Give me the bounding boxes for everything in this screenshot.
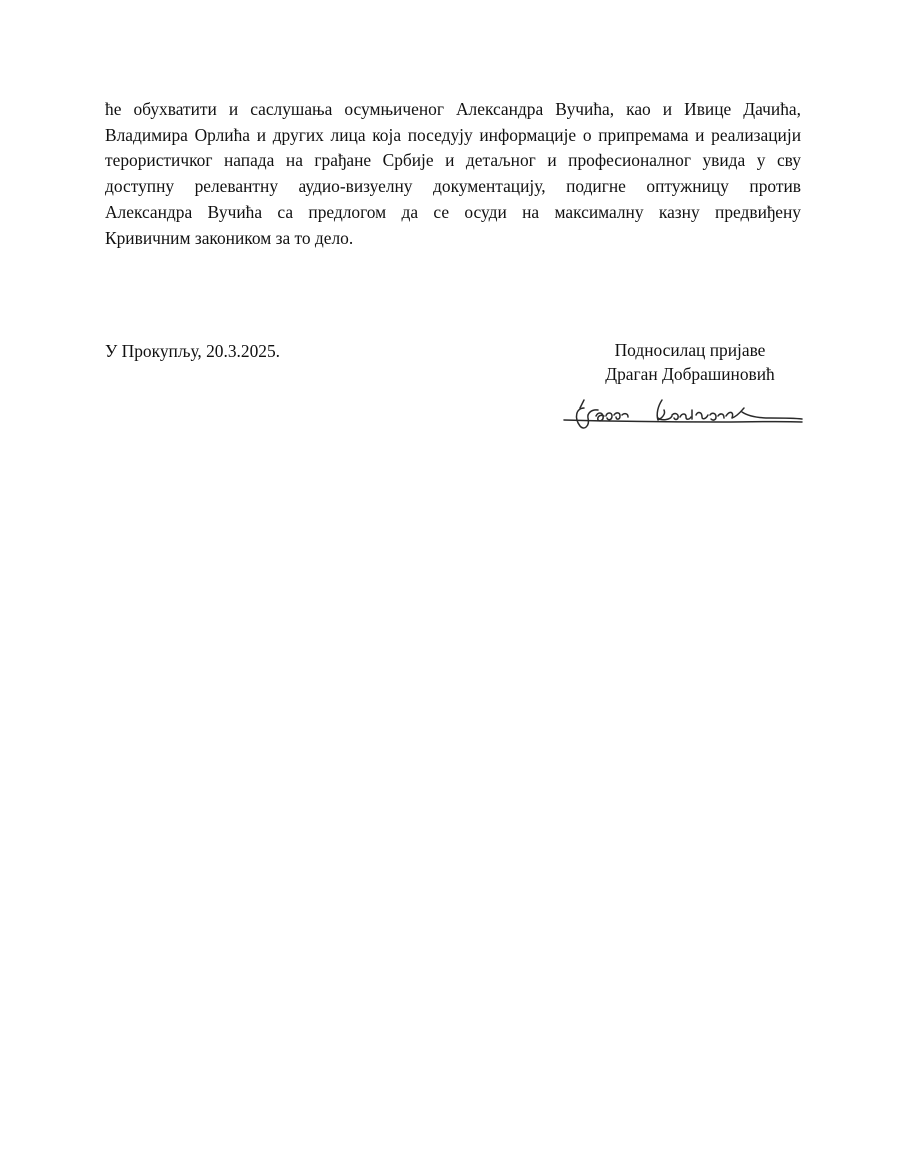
body-paragraph bbox=[105, 97, 801, 251]
body-line: доступну релевантну аудио-визуелну документацију, подигне оптужницу против bbox=[105, 176, 801, 197]
body-line: Александра Вучића са предлогом да се осуди на максималну казну предвиђену bbox=[105, 201, 801, 222]
signatory-block bbox=[580, 339, 800, 386]
place-date: У Прокупљу, 20.3.2025. bbox=[105, 341, 281, 361]
body-line: терористичког напада на грађане Србије и детаљног и професионалног увида у сву bbox=[105, 150, 801, 171]
body-line: ће обухватити и саслушања осумњиченог Александра Вучића, као и Ивице Дачића, bbox=[105, 99, 801, 119]
body-line: Владимира Орлића и других лица која поседују информације о припремама и реализацији bbox=[105, 124, 801, 145]
body-line: Кривичним закоником за то дело. bbox=[105, 227, 354, 248]
signatory-role: Подносилац пријаве bbox=[614, 340, 766, 360]
handwritten-signature bbox=[562, 396, 806, 436]
signatory-name: Драган Добрашиновић bbox=[605, 363, 775, 384]
